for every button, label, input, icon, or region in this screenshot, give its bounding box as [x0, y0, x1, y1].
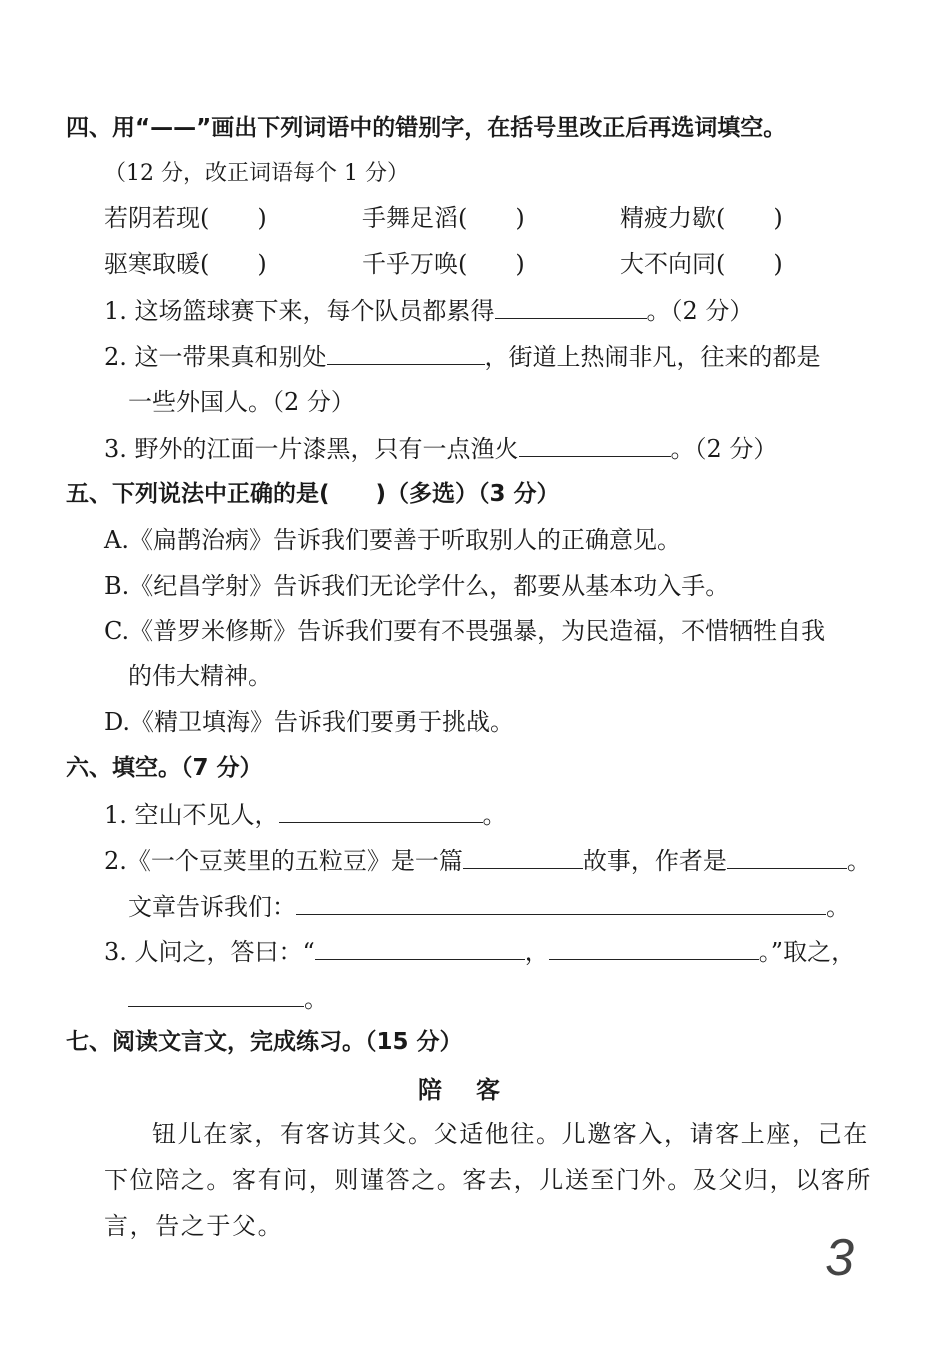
question-text: ，: [524, 938, 549, 966]
question-6-3-continued: [128, 982, 328, 1015]
answer-blank[interactable]: [279, 798, 483, 823]
question-text: 2.《一个豆荚里的五粒豆》是一篇: [104, 847, 463, 875]
word-item: 大不向同( ): [620, 250, 783, 278]
word-item: 手舞足滔( ): [362, 204, 525, 232]
option-a: A.《扁鹊治病》告诉我们要善于听取别人的正确意见。: [104, 526, 681, 554]
passage-line: 下位陪之。客有问，则谨答之。客去，儿送至门外。及父归，以客所: [104, 1166, 872, 1194]
word-item: 驱寒取暖( ): [104, 250, 267, 278]
answer-blank[interactable]: [495, 294, 647, 319]
answer-blank[interactable]: [549, 935, 759, 960]
question-text: 3. 人问之，答曰：“: [104, 938, 315, 966]
question-4-2-continued: 一些外国人。（2 分）: [128, 388, 355, 416]
passage-title: 陪客: [418, 1076, 534, 1104]
section5-title: 五、下列说法中正确的是( )（多选）（3 分）: [66, 481, 560, 507]
question-text: 。: [846, 847, 871, 875]
question-6-1: [104, 798, 507, 831]
word-item: 千乎万唤( ): [362, 250, 525, 278]
answer-blank[interactable]: [327, 340, 485, 365]
word-item: 若阴若现( ): [104, 204, 267, 232]
passage-line: 钮儿在家，有客访其父。父适他往。儿邀客入，请客上座，己在: [152, 1120, 869, 1148]
question-text: 。”取之，: [758, 938, 856, 966]
question-4-2: [104, 340, 821, 373]
option-c-continued: 的伟大精神。: [128, 662, 272, 690]
question-4-3: [104, 432, 777, 465]
section7-title: 七、阅读文言文，完成练习。（15 分）: [66, 1029, 463, 1055]
answer-blank[interactable]: [463, 844, 583, 869]
section6-title: 六、填空。（7 分）: [66, 755, 263, 781]
word-item: 精疲力歇( ): [620, 204, 783, 232]
section4-score-note: （12 分，改正词语每个 1 分）: [104, 161, 409, 186]
question-6-2: [104, 844, 871, 877]
answer-blank[interactable]: [519, 432, 671, 457]
option-b: B.《纪昌学射》告诉我们无论学什么，都要从基本功入手。: [104, 572, 730, 600]
question-6-3: [104, 935, 855, 968]
question-text: 1. 空山不见人，: [104, 801, 279, 829]
question-text: 2. 这一带果真和别处: [104, 343, 327, 371]
question-text: 。（2 分）: [670, 435, 778, 463]
question-text: 故事，作者是: [582, 847, 727, 875]
section4-title: 四、用“——”画出下列词语中的错别字，在括号里改正后再选词填空。: [66, 115, 787, 141]
question-text: 3. 野外的江面一片漆黑，只有一点渔火: [104, 435, 519, 463]
option-c: C.《普罗米修斯》告诉我们要有不畏强暴，为民造福，不惜牺牲自我: [104, 617, 826, 645]
answer-blank[interactable]: [128, 982, 304, 1007]
question-4-1: [104, 294, 753, 327]
answer-blank[interactable]: [727, 844, 847, 869]
question-text: ，街道上热闹非凡，往来的都是: [484, 343, 821, 371]
answer-blank[interactable]: [315, 935, 525, 960]
page-number: 3: [825, 1229, 854, 1287]
question-text: 。: [304, 985, 328, 1013]
option-d: D.《精卫填海》告诉我们要勇于挑战。: [104, 708, 515, 736]
question-text: 文章告诉我们：: [128, 893, 296, 921]
question-6-2-continued: [128, 890, 850, 923]
question-text: 。: [482, 801, 507, 829]
question-text: 1. 这场篮球赛下来，每个队员都累得: [104, 297, 495, 325]
question-text: 。（2 分）: [646, 297, 754, 325]
question-text: 。: [826, 893, 850, 921]
passage-line: 言，告之于父。: [104, 1212, 284, 1240]
answer-blank[interactable]: [296, 890, 826, 915]
